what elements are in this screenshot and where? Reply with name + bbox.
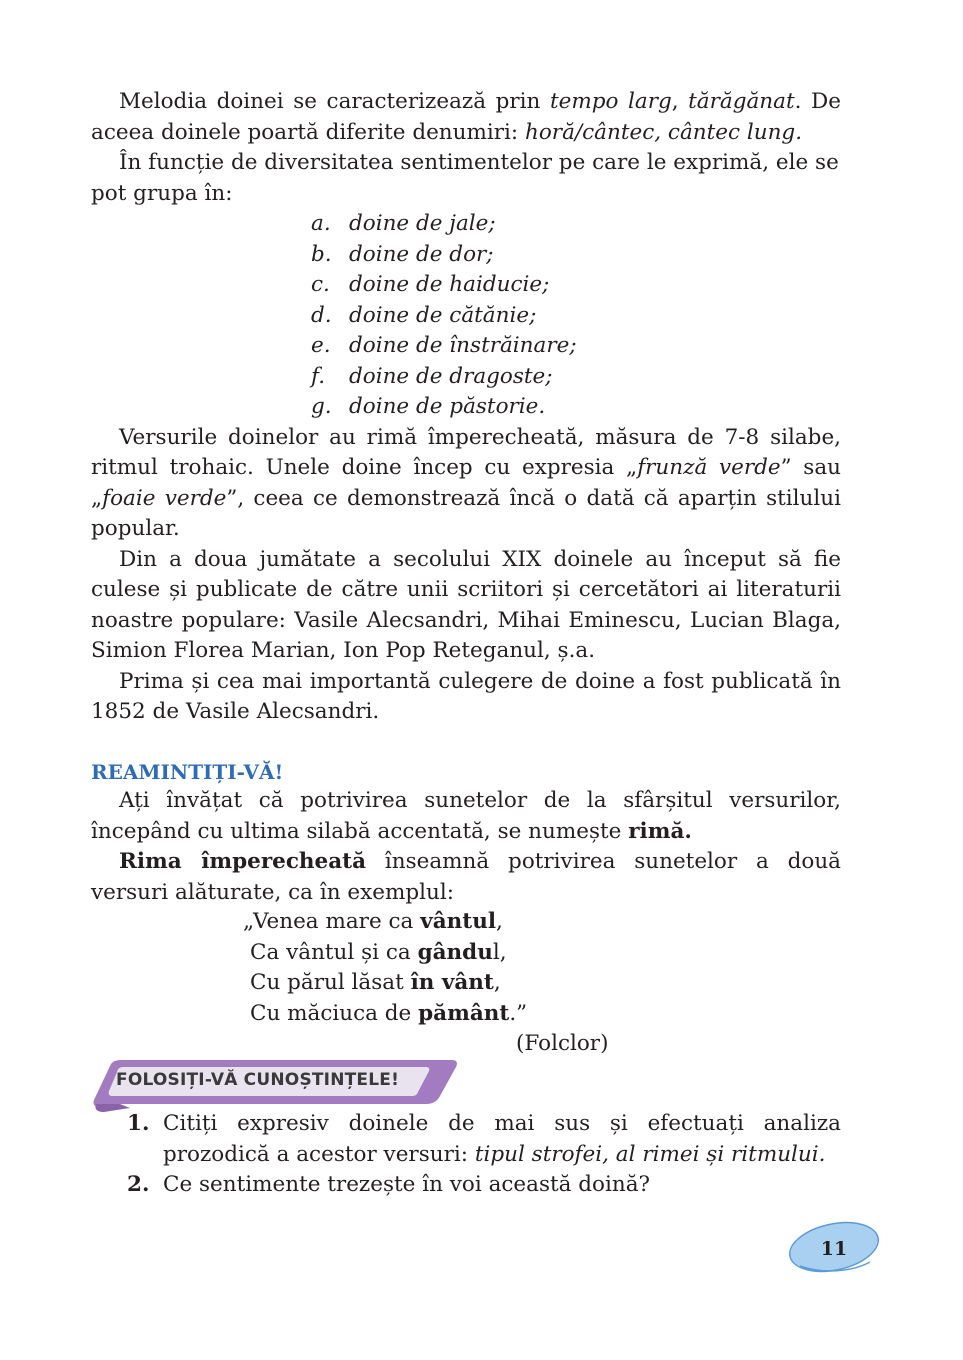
list-text: doine de înstrăinare; bbox=[349, 333, 577, 358]
exercise-2 bbox=[91, 1170, 841, 1201]
exercise-number: 2. bbox=[127, 1172, 150, 1197]
body-text bbox=[91, 87, 841, 728]
bold-run: în vânt bbox=[410, 970, 494, 995]
poem-source: (Folclor) bbox=[516, 1031, 609, 1056]
text-run: l, bbox=[492, 939, 507, 965]
list-letter: b. bbox=[311, 241, 332, 267]
text-run: Cu părul lăsat bbox=[250, 970, 411, 995]
list-text: doine de haiducie; bbox=[349, 272, 550, 297]
bold-run: gându bbox=[417, 939, 493, 965]
exercise-text: Ce sentimente trezește în voi această doină? bbox=[163, 1172, 651, 1197]
text-run: Citiți expresiv doinele de mai sus și efectuați analiza prozodică a acestor versuri: bbox=[163, 1111, 841, 1167]
italic-run: horă/cântec, cântec lung. bbox=[525, 119, 803, 145]
list-text: doine de dragoste; bbox=[349, 363, 553, 389]
exercise-banner-label: FOLOSIȚI-VĂ CUNOȘTINȚELE! bbox=[116, 1070, 400, 1090]
paragraph-rima-imperecheata bbox=[91, 847, 841, 908]
paragraph-melodia bbox=[91, 87, 841, 148]
list-text: doine de păstorie. bbox=[349, 394, 546, 419]
remind-text bbox=[91, 786, 841, 908]
text-run: , bbox=[493, 970, 501, 995]
paragraph-rima bbox=[91, 786, 841, 847]
bold-run: pământ bbox=[418, 1000, 510, 1026]
list-item bbox=[91, 331, 841, 362]
text-run: înseamnă potrivirea sunetelor a două versuri alăturate, ca în exemplul: bbox=[91, 849, 841, 905]
text-run: ”, ceea ce demonstrează încă o dată că aparțin stilului popular. bbox=[91, 485, 842, 541]
list-text: doine de cătănie; bbox=[349, 302, 537, 328]
list-letter: f. bbox=[311, 363, 326, 389]
poem-line bbox=[243, 907, 527, 938]
text-run: Versurile doinelor au rimă împerecheată, măsura de 7-8 silabe, ritmul trohaic. Unele doine încep cu expresia „ bbox=[91, 424, 841, 480]
text-run: , bbox=[496, 909, 503, 934]
paragraph-functie: În funcție de diversitatea sentimentelor pe care le exprimă, ele se pot grupa în: bbox=[91, 150, 839, 206]
list-text: doine de jale; bbox=[349, 211, 496, 236]
poem-line bbox=[243, 938, 527, 969]
bold-run: vântul bbox=[420, 909, 496, 934]
list-letter: c. bbox=[311, 272, 330, 297]
exercise-number: 1. bbox=[127, 1111, 150, 1136]
poem-line bbox=[243, 968, 527, 999]
page-number: 11 bbox=[820, 1238, 848, 1260]
doine-list bbox=[91, 209, 841, 423]
list-item bbox=[91, 209, 841, 240]
paragraph-din-a-doua: Din a doua jumătate a secolului XIX doinele au început să fie culese și publicate de către unii scriitori și cercetători ai literaturii noastre populare: Vasile Alecsandri, Mihai Eminescu, Lucian Blaga, Simion Florea Marian, Ion Pop Reteganul, ș.a. bbox=[91, 546, 841, 663]
poem-example bbox=[243, 907, 527, 1029]
italic-run: tărăgănat bbox=[688, 89, 795, 114]
text-run: Melodia doinei se caracterizează prin bbox=[119, 89, 550, 114]
text-run: .” bbox=[509, 1000, 528, 1026]
list-letter: a. bbox=[311, 211, 331, 236]
exercise-text bbox=[163, 1109, 841, 1170]
bold-run: Rima împerecheată bbox=[119, 849, 367, 874]
text-run: Cu măciuca de bbox=[250, 1000, 419, 1026]
list-item bbox=[91, 240, 841, 271]
exercise-1 bbox=[91, 1109, 841, 1170]
list-letter: e. bbox=[311, 333, 331, 358]
text-run: ” sau „ bbox=[91, 455, 842, 511]
text-run: , bbox=[671, 89, 689, 114]
bold-run: rimă. bbox=[628, 818, 692, 844]
list-item bbox=[91, 392, 841, 423]
italic-run: frunză verde bbox=[637, 455, 781, 480]
text-run: „Venea mare ca bbox=[243, 909, 421, 934]
remind-heading: REAMINTIȚI-VĂ! bbox=[91, 760, 284, 784]
poem-line bbox=[243, 999, 527, 1030]
text-run: Ați învățat că potrivirea sunetelor de la sfârșitul versurilor, începând cu ultima silabă accentată, se numește bbox=[91, 788, 841, 844]
italic-run: tempo larg bbox=[549, 89, 672, 114]
text-run: Ca vântul și ca bbox=[250, 939, 418, 965]
list-item bbox=[91, 301, 841, 332]
list-text: doine de dor; bbox=[349, 241, 494, 267]
list-item bbox=[91, 270, 841, 301]
italic-run: foaie verde bbox=[102, 485, 227, 511]
list-item bbox=[91, 362, 841, 393]
text-run: . De aceea doinele poartă diferite denumiri: bbox=[91, 89, 841, 145]
list-letter: d. bbox=[311, 302, 332, 328]
italic-run: tipul strofei, al rimei și ritmului. bbox=[474, 1141, 826, 1167]
paragraph-versurile bbox=[91, 423, 841, 545]
paragraph-prima: Prima și cea mai importantă culegere de doine a fost publicată în 1852 de Vasile Alecsandri. bbox=[91, 668, 841, 724]
list-letter: g. bbox=[311, 394, 332, 419]
